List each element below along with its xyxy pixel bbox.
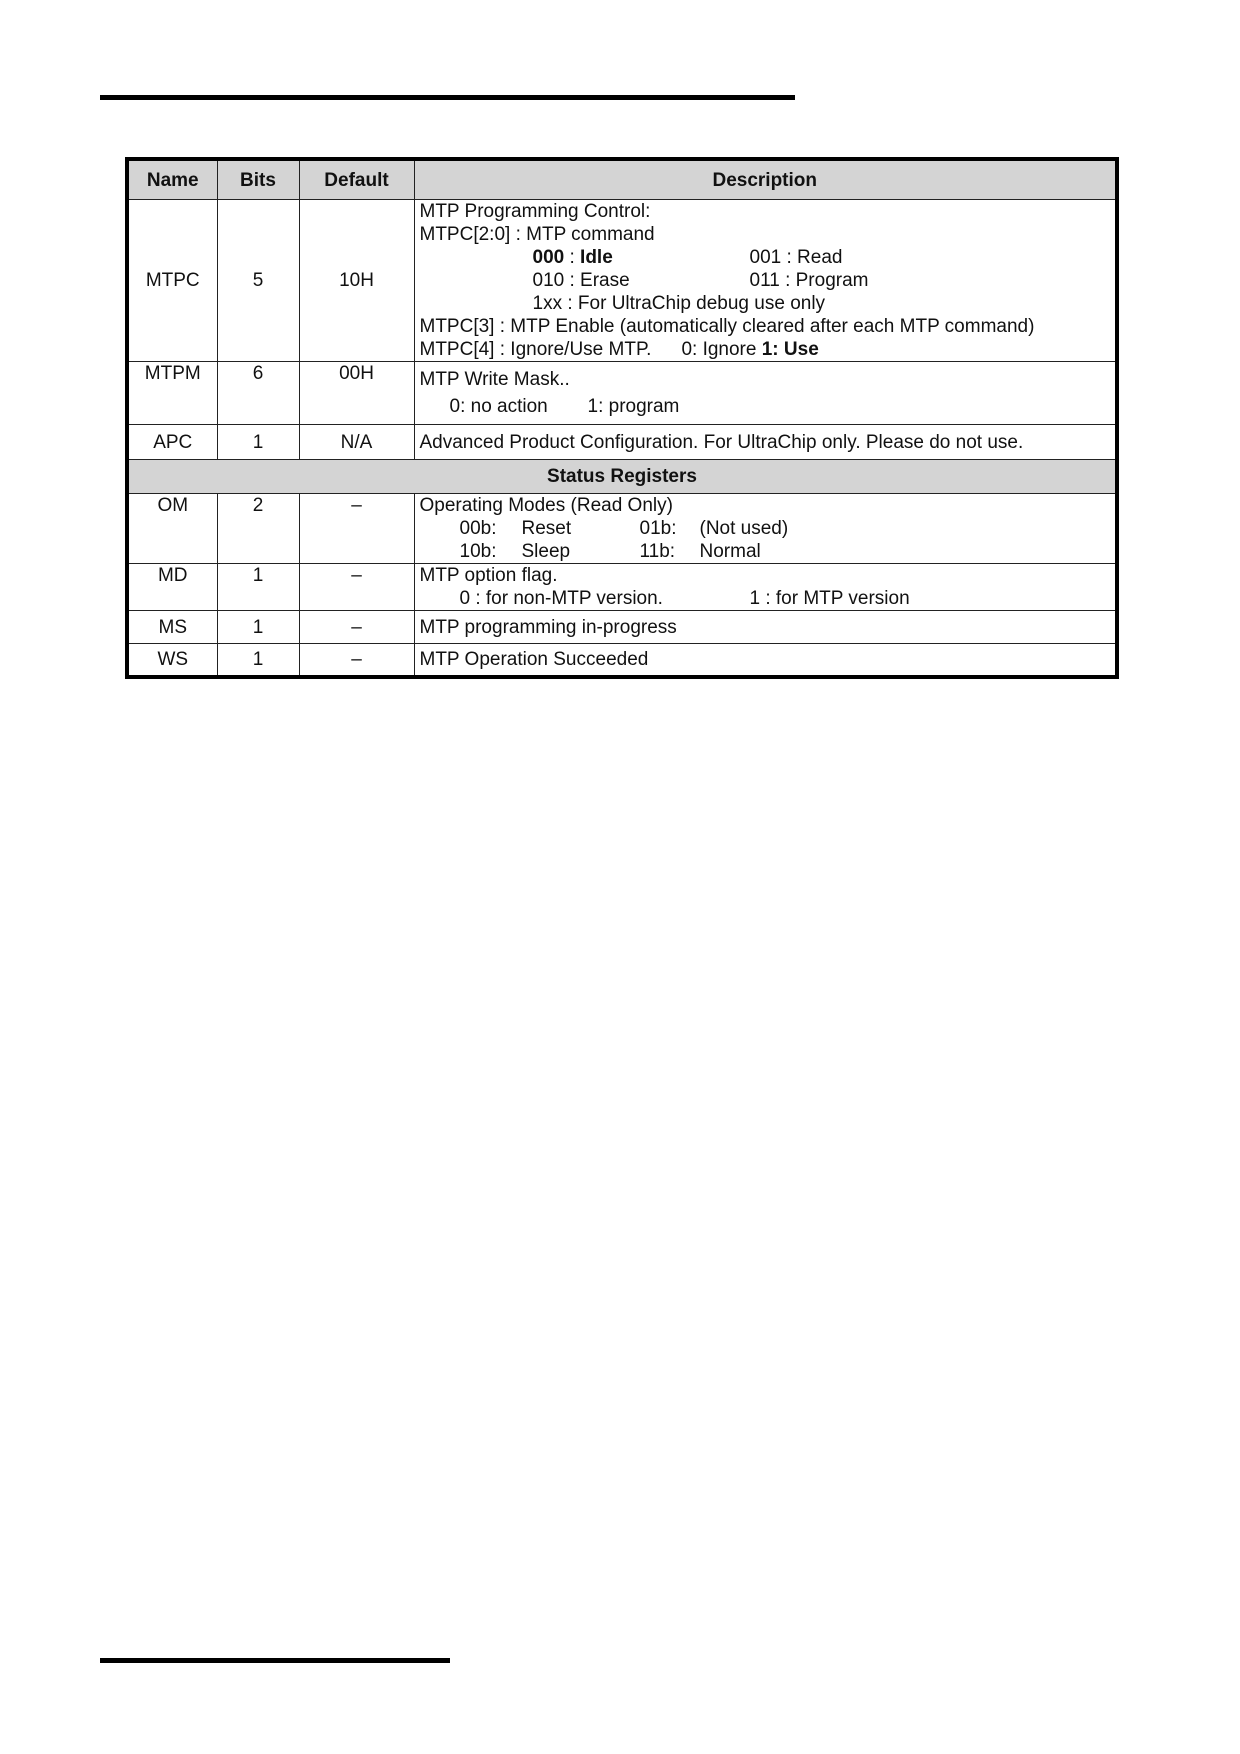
cell-description: MTP Operation Succeeded <box>414 644 1117 677</box>
table-row <box>127 362 1117 425</box>
cell-name: MD <box>127 564 217 611</box>
cell-description <box>414 494 1117 564</box>
cell-default: – <box>299 611 414 644</box>
cell-default: 00H <box>299 362 414 425</box>
desc-line: MTPC[3] : MTP Enable (automatically cleared after each MTP command) <box>419 316 1035 337</box>
mode-row: 00b: Reset 01b: (Not used) <box>459 518 789 539</box>
cell-name: MTPM <box>127 362 217 425</box>
table-row <box>127 494 1117 564</box>
mode-row: 10b: Sleep 11b: Normal <box>459 541 761 562</box>
cell-description: MTP programming in-progress <box>414 611 1117 644</box>
cell-name: WS <box>127 644 217 677</box>
read-option: 001 : Read <box>749 247 843 268</box>
ignore-use-line: MTPC[4] : Ignore/Use MTP. 0: Ignore 1: Use <box>419 339 819 360</box>
cell-name: MS <box>127 611 217 644</box>
footer-rule <box>100 1658 450 1663</box>
no-action-option: 0: no action <box>449 396 548 417</box>
erase-option: 010 : Erase <box>532 270 630 291</box>
cell-bits: 1 <box>217 425 299 460</box>
idle-option: 000 : Idle <box>532 247 613 268</box>
debug-option: 1xx : For UltraChip debug use only <box>532 293 826 314</box>
header-description: Description <box>414 159 1117 200</box>
cell-name: APC <box>127 425 217 460</box>
cell-default: 10H <box>299 200 414 362</box>
desc-line: Operating Modes (Read Only) <box>419 495 673 516</box>
cell-bits: 2 <box>217 494 299 564</box>
section-row <box>127 460 1117 494</box>
header-rule <box>100 95 795 100</box>
mask-options <box>420 395 1111 418</box>
desc-line: MTP Programming Control: <box>419 201 651 222</box>
header-default: Default <box>299 159 414 200</box>
table-row <box>127 425 1117 460</box>
command-options-1 <box>420 246 1111 269</box>
option-row: 0 : for non-MTP version. 1 : for MTP version <box>459 588 910 609</box>
register-table <box>125 157 1119 679</box>
cell-bits: 1 <box>217 644 299 677</box>
program-option: 011 : Program <box>749 270 869 291</box>
cell-default: – <box>299 564 414 611</box>
cell-default: N/A <box>299 425 414 460</box>
table-header-row <box>127 159 1117 200</box>
cell-default: – <box>299 644 414 677</box>
command-options-2 <box>420 269 1111 292</box>
cell-bits: 6 <box>217 362 299 425</box>
cell-description <box>414 200 1117 362</box>
cell-name: MTPC <box>127 200 217 362</box>
header-name: Name <box>127 159 217 200</box>
table-row <box>127 564 1117 611</box>
table-row <box>127 611 1117 644</box>
cell-name: OM <box>127 494 217 564</box>
cell-description: Advanced Product Configuration. For UltraChip only. Please do not use. <box>414 425 1117 460</box>
header-bits: Bits <box>217 159 299 200</box>
cell-description <box>414 362 1117 425</box>
table-row <box>127 644 1117 677</box>
cell-bits: 5 <box>217 200 299 362</box>
desc-line: MTP Write Mask.. <box>419 369 570 390</box>
cell-default: – <box>299 494 414 564</box>
section-title: Status Registers <box>127 460 1117 494</box>
desc-line: MTPC[2:0] : MTP command <box>419 224 655 245</box>
program-option: 1: program <box>587 396 680 417</box>
table-row <box>127 200 1117 362</box>
cell-bits: 1 <box>217 611 299 644</box>
desc-line: MTP option flag. <box>419 565 558 586</box>
cell-bits: 1 <box>217 564 299 611</box>
cell-description <box>414 564 1117 611</box>
